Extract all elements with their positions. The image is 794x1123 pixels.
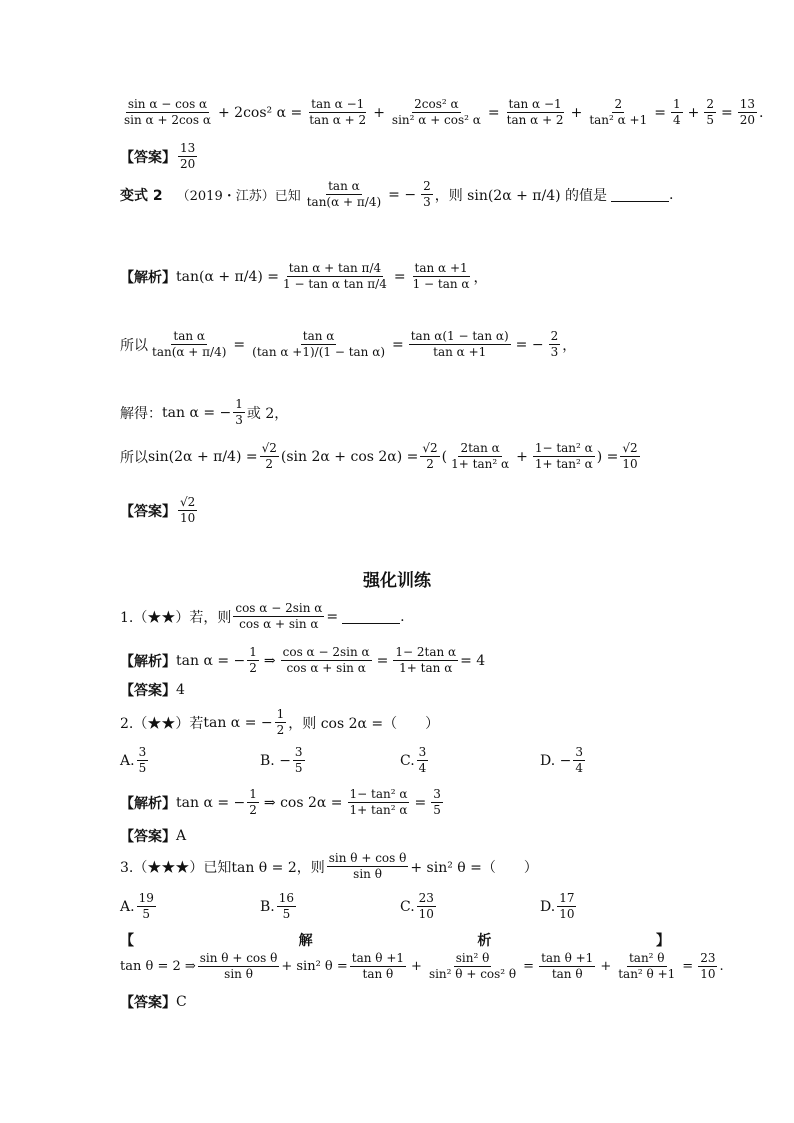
question-2: 2.（★★）若 tan α = − $\frac{1}{2}$ ，则 cos 2α =（ ） [120, 707, 440, 738]
q2-option-d[interactable]: D. − $\frac{3}{4}$ [540, 745, 583, 776]
q2-option-b[interactable]: B. − $\frac{3}{5}$ [260, 745, 303, 776]
q2-option-c[interactable]: C. $\frac{3}{4}$ [400, 745, 427, 776]
q2-option-a[interactable]: A. $\frac{3}{5}$ [120, 745, 147, 776]
answer-label: 【答案】 [120, 149, 176, 166]
q3-analysis: tan θ = 2 ⇒ $\frac{\text{sin θ + cos θ}}{\text{sin θ}}$ + sin² θ = $\frac{\text{tan θ +1}}{\text{tan θ}}$ + $\frac{\text{sin² θ}}{\text{sin² θ + cos² θ}}$ = $\frac{\text{tan θ +1}}{\text{tan θ}}$ + $\frac{\text{tan² θ}}{\text{tan² θ +1}}$ = $\frac{23}{10}$ . [120, 951, 724, 982]
section-title: 强化训练 [363, 571, 431, 591]
q1-analysis: 【解析】 tan α = − $\frac{1}{2}$ ⇒ $\frac{\text{cos α − 2sin α}}{\text{cos α + sin α}}$ = $\frac{\text{1− 2tan α}}{\text{1+ tan α}}$ = 4 [120, 645, 486, 676]
q1-answer-blank [342, 609, 400, 624]
q2-answer: 【答案】 A [120, 828, 187, 845]
answer-2: 【答案】 $\frac{√2}{10}$ [120, 495, 196, 526]
question-1: 1.（★★）若，则 $\frac{\text{cos α − 2sin α}}{\text{cos α + sin α}}$ = . [120, 601, 405, 632]
variant-label: 变式 2 [120, 187, 163, 204]
q3-analysis-heading: 【 解 析 】 [120, 933, 670, 949]
analysis-2-line-3: 解得： tan α = − $\frac{1}{3}$ 或 2， [120, 397, 289, 428]
q3-option-d[interactable]: D. $\frac{17}{10}$ [540, 891, 575, 922]
analysis-2-line-2: 所以 $\frac{\text{tan α}}{\tan(\alpha + \pi/4)}$ = $\frac{\text{tan α}}{\text{(tan α +1)/(1 − tan α)}}$ = $\frac{\text{tan α(1 − tan α)}}{\text{tan α +1}}$ = − $\frac{2}{3}$ ， [120, 329, 577, 360]
answer-blank [611, 187, 669, 202]
q3-answer: 【答案】 C [120, 994, 187, 1011]
analysis-2-line-4: 所以 sin(2α + π/4) = $\frac{√2}{2}$ (sin 2α + cos 2α) = $\frac{√2}{2}$ ( $\frac{\text{2tan α}}{\text{1+ tan² α}}$ + $\frac{\text{1− tan² α}}{\text{1+ tan² α}}$ ) = $\frac{√2}{10}$ [120, 441, 638, 472]
analysis-2-line-1: 【解析】 tan(α + π/4) = $\frac{\text{tan α + tan π/4}}{\text{1 − tan α tan π/4}}$ = $\frac{\text{tan α +1}}{\text{1 − tan α}}$ ， [120, 261, 488, 292]
q3-option-a[interactable]: A. $\frac{19}{5}$ [120, 891, 154, 922]
q2-analysis: 【解析】 tan α = − $\frac{1}{2}$ ⇒ cos 2α = $\frac{\text{1− tan² α}}{\text{1+ tan² α}}$ = $\frac{3}{5}$ [120, 787, 441, 818]
question-3: 3.（★★★）已知 tan θ = 2，则 $\frac{\text{sin θ + cos θ}}{\text{sin θ}}$ + sin² θ =（ ） [120, 851, 538, 882]
variant-2-question: 变式 2 （2019・江苏）已知 $\frac{\text{tan α}}{\tan(\alpha + \pi/4)}$ = − $\frac{2}{3}$ ，则 sin(2α + π/4) 的值是 . [120, 179, 674, 210]
q1-answer: 【答案】 4 [120, 682, 185, 699]
equation-line-1: $\frac{\text{sin α − cos α}}{\text{sin α + 2cos α}}$ + 2cos² α = $\frac{\text{tan α −1}}{\text{tan α + 2}}$ + $\frac{\text{2cos² α}}{\text{sin² α + cos² α}}$ = $\frac{\text{tan α −1}}{\text{tan α + 2}}$ + $\frac{2}{\text{tan² α +1}}$ = $\frac{1}{4}$ + $\frac{2}{5}$ = $\frac{13}{20}$ . [124, 97, 764, 128]
variant-source: （2019・江苏）已知 [176, 189, 301, 205]
q3-option-b[interactable]: B. $\frac{16}{5}$ [260, 891, 295, 922]
answer-1: 【答案】 $\frac{13}{20}$ [120, 141, 196, 172]
q3-option-c[interactable]: C. $\frac{23}{10}$ [400, 891, 434, 922]
